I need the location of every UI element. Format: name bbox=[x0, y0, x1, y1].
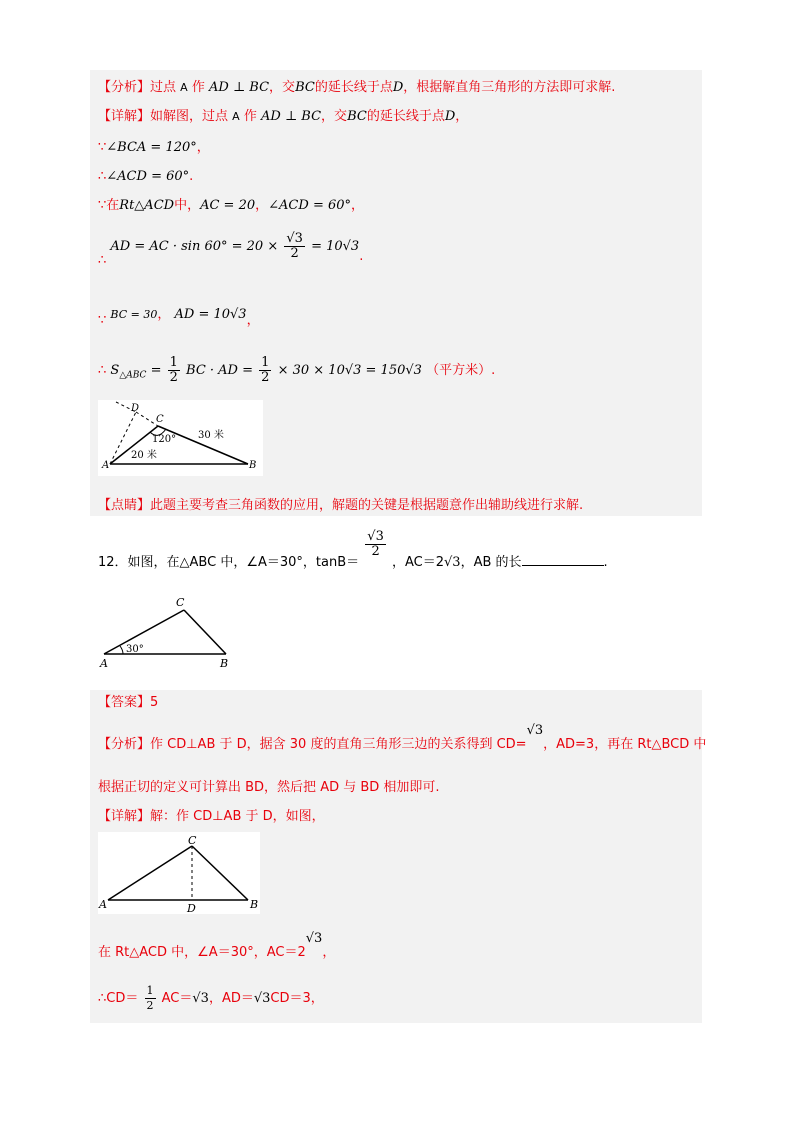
answer-line: 【答案】5 bbox=[98, 695, 159, 710]
svg-text:A: A bbox=[102, 460, 110, 471]
step-angle-acd: ∴∠ACD = 60°. bbox=[98, 169, 194, 184]
figure-triangle-altitude bbox=[98, 832, 260, 914]
svg-text:D: D bbox=[187, 902, 196, 914]
svg-text:30 米: 30 米 bbox=[198, 430, 224, 441]
step-angle-bca: ∵∠BCA = 120°， bbox=[98, 140, 210, 155]
question-12: 12．如图，在△ABC 中，∠A＝30°，tanB＝ $\frac{√3}{2}$ ，AC＝2√3，AB 的长 . bbox=[98, 529, 608, 570]
analysis2-line1: 【分析】作 CD⊥AB 于 D，据含 30 度的直角三角形三边的关系得到 CD=√3，AD=3，再在 Rt△BCD 中 bbox=[98, 723, 707, 752]
svg-text:30°: 30° bbox=[126, 644, 144, 655]
svg-text:20 米: 20 米 bbox=[131, 450, 157, 461]
step-area: ∴ $S_{\triangle ABC}$ = $\frac{1}{2}$ BC · AD = $\frac{1}{2}$ × 30 × 10√3 = 150√3 （平方米）. bbox=[98, 355, 496, 385]
figure-triangle-q12-svg bbox=[98, 592, 243, 670]
svg-text:C: C bbox=[176, 596, 185, 609]
step-given: ∵在Rt△ACD中，AC = 20，∠ACD = 60°， bbox=[98, 198, 365, 213]
tan-fraction: $\frac{√3}{2}$ bbox=[367, 529, 384, 559]
detail2-step2: ∴CD＝ $\frac{1}{2}$ AC＝√3，AD＝√3CD＝3， bbox=[98, 984, 324, 1012]
svg-text:D: D bbox=[131, 403, 140, 414]
fraction: $\frac{1}{2}$ bbox=[261, 355, 270, 385]
analysis2-line2: 根据正切的定义可计算出 BD，然后把 AD 与 BD 相加即可. bbox=[98, 780, 440, 795]
figure-triangle-altitude-svg bbox=[98, 832, 260, 914]
comment-line: 【点睛】此题主要考查三角函数的应用，解题的关键是根据题意作出辅助线进行求解. bbox=[98, 498, 584, 513]
svg-text:B: B bbox=[249, 460, 257, 471]
detail2-step1: 在 Rt△ACD 中，∠A＝30°，AC＝2√3， bbox=[98, 931, 336, 960]
figure-triangle-q12 bbox=[98, 592, 243, 670]
answer-blank[interactable] bbox=[522, 551, 604, 566]
fraction: $\frac{1}{2}$ bbox=[146, 984, 154, 1012]
svg-text:A: A bbox=[99, 898, 107, 911]
svg-text:B: B bbox=[250, 898, 259, 911]
svg-text:C: C bbox=[188, 834, 197, 847]
figure-triangle-extension-svg bbox=[98, 400, 263, 476]
fraction: $\frac{1}{2}$ bbox=[169, 355, 178, 385]
step-ad-value: ∴ AD = AC · sin 60° = 20 × $\frac{√3}{2}$ = 10√3. bbox=[98, 231, 364, 268]
svg-text:B: B bbox=[220, 657, 229, 670]
detail-line: 【详解】如解图，过点 A 作 AD ⊥ BC，交BC的延长线于点D， bbox=[98, 109, 469, 124]
svg-text:A: A bbox=[100, 657, 108, 670]
analysis-line: 【分析】过点 A 作 AD ⊥ BC，交BC的延长线于点D，根据解直角三角形的方法即可求解. bbox=[98, 80, 616, 95]
fraction: $\frac{√3}{2}$ bbox=[286, 231, 303, 261]
svg-text:120°: 120° bbox=[152, 434, 177, 445]
figure-triangle-extension bbox=[98, 400, 263, 476]
detail2-line: 【详解】解：作 CD⊥AB 于 D，如图， bbox=[98, 809, 325, 824]
svg-text:C: C bbox=[156, 414, 164, 425]
step-bc-ad: ∵ BC = 30， AD = 10√3， bbox=[98, 307, 260, 328]
